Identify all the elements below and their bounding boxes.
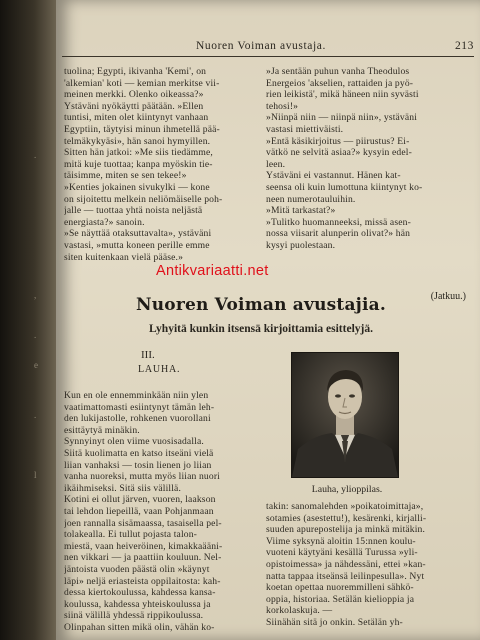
text-line: läpi» neljä eriasteista oppilaitosta: kah- xyxy=(64,575,221,587)
text-line: oppia, historiaa. Setälän kielioppia ja xyxy=(266,593,415,605)
text-line: siinä välillä yhdessä rippikoulussa. xyxy=(64,610,204,622)
text-line: »Se näyttää otaksuttavalta», ystäväni xyxy=(64,228,212,240)
text-line: den lukijastolle, rohkenen vuorollani xyxy=(64,413,211,425)
text-line: neen numerotauluihin. xyxy=(266,193,356,205)
text-line: vuoteni käytyäni kesällä Turussa »yli- xyxy=(266,547,418,559)
right-column-top xyxy=(266,66,471,252)
previous-page-edge: . , . e . l xyxy=(34,150,38,480)
text-line: Ystäväni nyökäytti päätään. »Ellen xyxy=(64,100,204,112)
text-line: mitä kuje tuottaa; kanpa myöskin tie- xyxy=(64,158,213,170)
text-line: liian vanhaksi — tosin lienen jo liian xyxy=(64,459,212,471)
text-line: sotamies (asestettu!), kesärenki, kirjalli- xyxy=(266,512,427,524)
text-line: nossa viisarit alunperin olivat?» hän xyxy=(266,228,411,240)
text-line: rien leikistä', mikä häneen niin syvästi xyxy=(266,89,419,101)
text-line: »Niinpä niin — niinpä niin», ystäväni xyxy=(266,112,418,124)
text-line: täisimme, miten se sen tekee!» xyxy=(64,170,187,182)
text-line: »Entä käsikirjoitus — piirustus? Ei- xyxy=(266,135,410,147)
text-line: »Kenties jokainen sivukylki — kone xyxy=(64,181,210,193)
text-line: leen. xyxy=(266,158,286,170)
text-line: takin: sanomalehden »poikatoimittaja», xyxy=(266,501,424,512)
entry-number: III. xyxy=(141,349,155,361)
text-line: joen rannalla sisämaassa, tasaisella pel- xyxy=(64,517,222,529)
entry-name: LAUHA. xyxy=(138,364,181,375)
portrait-photo xyxy=(291,352,399,478)
text-line: dessa kiertokoulussa, kahdessa kansa- xyxy=(64,587,216,599)
text-line: tolakealla. Ei tullut pojasta talon- xyxy=(64,529,198,541)
header-rule xyxy=(62,56,474,57)
watermark-text: Antikvariaatti.net xyxy=(156,263,269,279)
text-line: Ystäväni ei vastannut. Hänen kat- xyxy=(266,170,401,182)
section-subtitle: Lyhyitä kunkin itsensä kirjoittamia esittelyjä. xyxy=(149,323,373,335)
running-head-title: Nuoren Voiman avustaja. xyxy=(196,40,326,52)
text-line: tai lehdon liepeillä, vaan Pohjanmaan xyxy=(64,505,214,517)
text-line: Synnyinyt olen viime vuosisadalla. xyxy=(64,436,204,448)
text-line: opistoimessa» ja nähdessäni, ettei »kan- xyxy=(266,558,426,570)
text-line: energiasta?» sanoin. xyxy=(64,216,145,228)
text-line: Siitä kuolimatta en katso itseäni vielä xyxy=(64,447,214,459)
text-line: on sijoitettu melkein neliömäiselle poh- xyxy=(64,193,223,205)
text-line: 'alkemian' koti — kemian merkitse vii- xyxy=(64,77,220,89)
left-column-bottom xyxy=(64,390,260,633)
text-line: Olinpahan sitten mikä olin, vähän ko- xyxy=(64,621,215,633)
text-line: telmäkykyäsi», hän sanoi hymyillen. xyxy=(64,135,211,147)
text-line: vätkö ne selvitä asiaa?» kysyin edel- xyxy=(266,147,412,159)
page-number: 213 xyxy=(454,40,474,52)
text-line: Kun en ole ennemminkään niin ylen xyxy=(64,390,209,401)
text-line: nen vikkari — ja paattiin kouluun. Nel- xyxy=(64,552,222,564)
text-line: korkolaskuja. — xyxy=(266,605,333,617)
text-line: tuntisi, miten olet kiintynyt vanhaan xyxy=(64,112,209,124)
text-line: Viime syksynä aloitin 15:nnen koulu- xyxy=(266,535,416,547)
text-line: jalle — tuottaa yhtä noista neljästä xyxy=(64,205,203,217)
continued-marker: (Jatkuu.) xyxy=(430,291,466,302)
text-line: vastasi miettiväisti. xyxy=(266,123,344,135)
text-line: Energeios 'akselien, rattaiden ja pyö- xyxy=(266,77,414,89)
text-line: suuden apurepostelija ja minkä mitäkin. xyxy=(266,524,426,536)
portrait-image xyxy=(292,353,398,477)
text-line: »Ja sentään puhun vanha Theodulos xyxy=(266,66,410,77)
text-line: natta tappaa itseänsä leilinpesulla». Nyt xyxy=(266,570,425,582)
text-line: vaatimattomasti esiintynyt tämän leh- xyxy=(64,401,215,413)
text-line: kysyi puolestaan. xyxy=(266,239,336,251)
right-column-bottom xyxy=(266,501,471,629)
text-line: Sitten hän jatkoi: »Me siis tiedämme, xyxy=(64,147,213,159)
text-line: meinen merkki. Olenko oikeassa?» xyxy=(64,89,204,101)
text-line: vastasi, »mutta koneen perille emme xyxy=(64,239,210,251)
text-line: Egyptiin, täytyisi minun ihmetellä pää- xyxy=(64,123,220,135)
text-line: koetan opettaa nuoremmilleni sähkö- xyxy=(266,582,414,594)
text-line: »Tulitko huomanneeksi, missä asen- xyxy=(266,216,411,228)
text-line: tehosi!» xyxy=(266,100,299,112)
left-column-top xyxy=(64,66,260,263)
text-line: esittäytyä minäkin. xyxy=(64,424,140,436)
photo-caption: Lauha, ylioppilas. xyxy=(311,484,383,495)
running-head xyxy=(66,40,474,54)
text-line: siten kuitenkaan vielä pääse.» xyxy=(64,251,184,263)
text-line: miestä, vaan heiveröinen, kimakkaääni- xyxy=(64,540,223,552)
magazine-page xyxy=(56,0,480,640)
text-line: »Mitä tarkastat?» xyxy=(266,205,336,217)
text-line: jäntoista vuoden päästä olin »käynyt xyxy=(64,563,210,575)
text-line: Kotini ei ollut järven, vuoren, laakson xyxy=(64,494,216,506)
text-line: Siinähän sitä jo onkin. Setälän yh- xyxy=(266,616,403,628)
text-line: seensa oli kuin lumottuna kiintynyt ko- xyxy=(266,181,423,193)
text-line: vanha nuoreksi, mutta myös liian nuori xyxy=(64,471,220,483)
section-title: Nuoren Voiman avustajia. xyxy=(135,295,387,315)
text-line: koulussa, kahdessa yhteiskoulussa ja xyxy=(64,598,211,610)
text-line: tuolina; Egypti, ikivanha 'Kemi', on xyxy=(64,66,207,77)
text-line: ikäihmiseksi. Sitä siis välillä. xyxy=(64,482,181,494)
